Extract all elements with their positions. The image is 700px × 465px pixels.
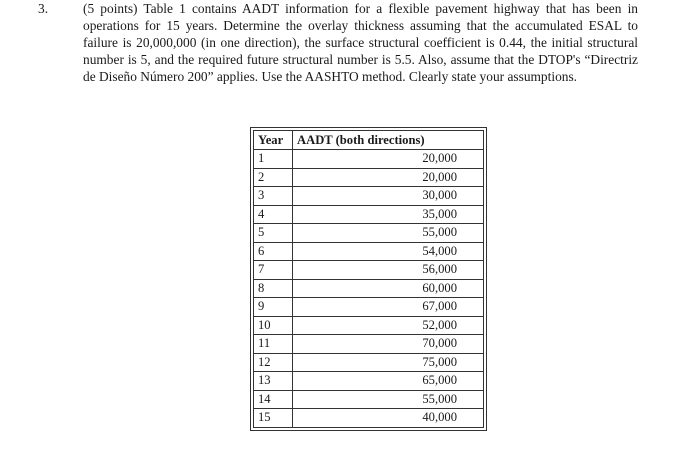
aadt-cell: 52,000 [293, 316, 484, 335]
year-cell: 11 [254, 335, 293, 354]
table-row [254, 298, 484, 317]
aadt-cell: 55,000 [293, 224, 484, 243]
year-cell: 12 [254, 353, 293, 372]
year-cell: 4 [254, 205, 293, 224]
aadt-cell: 35,000 [293, 205, 484, 224]
year-cell: 6 [254, 242, 293, 261]
table-row [254, 372, 484, 391]
year-cell: 8 [254, 279, 293, 298]
aadt-table-container [250, 127, 487, 431]
year-cell: 2 [254, 168, 293, 187]
year-header: Year [254, 131, 293, 150]
problem-number: 3. [38, 1, 49, 16]
table-row [254, 316, 484, 335]
year-cell: 3 [254, 187, 293, 206]
table-row [254, 335, 484, 354]
problem-text: (5 points) Table 1 contains AADT information for a flexible pavement highway that has been in operations for 15 years. Determine the overlay thickness assuming that the accumulated ESAL to failure is 20,000,000 (in one direction), the surface structural coefficient is 0.44, the initial structural number is 5, and the required future structural number is 5.5. Also, assume that the DTOP's “Directriz de Diseño Número 200” applies. Use the AASHTO method. Clearly state your assumptions. [83, 1, 638, 84]
table-body [254, 150, 484, 428]
year-cell: 14 [254, 390, 293, 409]
table-row [254, 353, 484, 372]
problem-text-block [83, 0, 638, 85]
table-row [254, 242, 484, 261]
table-row [254, 261, 484, 280]
table-row [254, 205, 484, 224]
aadt-table-frame [250, 127, 487, 431]
aadt-cell: 55,000 [293, 390, 484, 409]
aadt-cell: 54,000 [293, 242, 484, 261]
year-cell: 13 [254, 372, 293, 391]
table-row [254, 409, 484, 428]
aadt-cell: 20,000 [293, 168, 484, 187]
year-cell: 5 [254, 224, 293, 243]
table-row [254, 187, 484, 206]
aadt-cell: 20,000 [293, 150, 484, 169]
aadt-cell: 67,000 [293, 298, 484, 317]
problem-statement [38, 0, 638, 85]
aadt-cell: 30,000 [293, 187, 484, 206]
aadt-table [253, 130, 484, 428]
aadt-cell: 65,000 [293, 372, 484, 391]
year-cell: 15 [254, 409, 293, 428]
table-row [254, 150, 484, 169]
table-row [254, 279, 484, 298]
table-header-row [254, 131, 484, 150]
year-cell: 9 [254, 298, 293, 317]
aadt-cell: 40,000 [293, 409, 484, 428]
aadt-cell: 70,000 [293, 335, 484, 354]
table-row [254, 168, 484, 187]
aadt-cell: 56,000 [293, 261, 484, 280]
aadt-header: AADT (both directions) [293, 131, 484, 150]
year-cell: 10 [254, 316, 293, 335]
aadt-cell: 60,000 [293, 279, 484, 298]
aadt-cell: 75,000 [293, 353, 484, 372]
year-cell: 7 [254, 261, 293, 280]
year-cell: 1 [254, 150, 293, 169]
table-row [254, 390, 484, 409]
table-row [254, 224, 484, 243]
